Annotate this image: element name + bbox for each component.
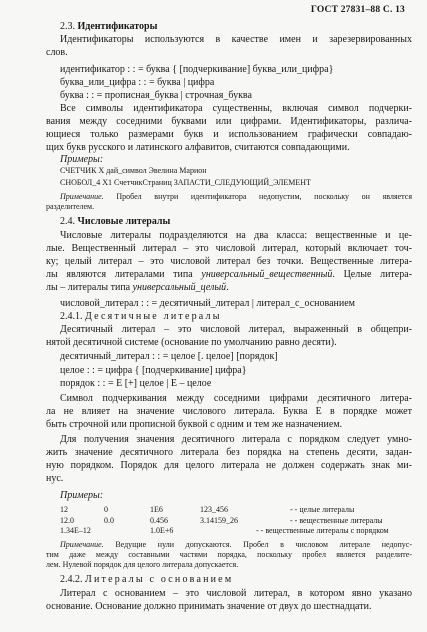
note-label: Примечание.	[60, 192, 104, 201]
paragraph-line: основание. Основание должно принимать значение от двух до шестнадцати.	[46, 601, 372, 612]
text-run: .	[226, 282, 229, 293]
paragraph-line: вания между соседними буквами или цифрами. Идентификаторы, различа-	[46, 116, 412, 127]
paragraph-line: Литерал с основанием – это числовой литерал, в котором явно указано	[60, 588, 412, 599]
section-heading	[60, 215, 170, 228]
paragraph-line: жить значение десятичного литерала без порядка на степень десяти, задан-	[46, 447, 412, 458]
example-line: СЧЕТЧИК Х дай_символ Эвелина Марион	[60, 166, 207, 175]
syntax-rule: идентификатор : : = буква { [подчеркивание] буква_или_цифра}	[60, 64, 334, 75]
table-cell: 123_456	[200, 505, 228, 514]
syntax-rule: порядок : : = Е [+] целое | Е – целое	[60, 378, 212, 389]
section-title: Идентификаторы	[77, 21, 158, 32]
note-label: Примечание.	[60, 540, 104, 549]
paragraph-line: быть строчной или прописной буквой с одним и тем же назначением.	[46, 419, 343, 430]
section-title: Числовые литералы	[77, 216, 171, 227]
note-text: Ведущие нули допускаются. Пробел в числовом литерале недопус-	[115, 540, 413, 549]
section-heading	[60, 310, 222, 323]
examples-label: Примеры:	[60, 154, 104, 165]
syntax-rule: буква_или_цифра : : = буква | цифра	[60, 77, 215, 88]
paragraph-line: Числовые литералы подразделяются на два класса: вещественные и це-	[60, 230, 412, 241]
paragraph-line: ку; целый литерал – это числовой литерал без точки. Вещественные литера-	[46, 256, 412, 267]
syntax-rule: целое : : = цифра { [подчеркивание] цифра}	[60, 365, 247, 376]
paragraph-line: нус.	[46, 473, 64, 484]
text-run: лы являются литералами типа	[46, 269, 202, 280]
paragraph-line: Идентификаторы используются в качестве имен и зарезервированных	[60, 34, 412, 45]
paragraph-line: Символ подчеркивания между соседними цифрами десятичного литера-	[60, 393, 412, 404]
paragraph-line: Десятичный литерал – это числовой литерал, выраженный в общепри-	[60, 324, 412, 335]
syntax-rule: числовой_литерал : : = десятичный_литерал | литерал_с_основанием	[60, 298, 355, 309]
paragraph-line: щих букв русского и латинского алфавитов, считаются совпадающими.	[46, 142, 350, 153]
paragraph-line: ющиеся только размерами букв и использованием графически совпадаю-	[46, 129, 412, 140]
table-comment: - - вещественные литералы с порядком	[256, 526, 389, 535]
note-line: тим даже между составными частями порядка, поскольку пробел является разделите-	[46, 550, 412, 559]
paragraph-line: Все символы идентификатора существенны, включая символ подчерки-	[60, 103, 412, 114]
syntax-rule: буква : : = прописная_буква | строчная_буква	[60, 90, 252, 101]
table-cell: 1Е6	[150, 505, 163, 514]
section-title: Десятичные литералы	[85, 311, 222, 322]
note-line	[60, 192, 412, 202]
paragraph-line	[46, 268, 412, 281]
example-line: СНОБОЛ_4 Х1 СчетчикСтраниц ЗАПАСТИ_СЛЕДУЮЩИЙ_ЭЛЕМЕНТ	[60, 178, 311, 187]
table-cell: 12	[60, 505, 68, 514]
note-text: Пробел внутри идентификатора недопустим, поскольку он является	[116, 192, 412, 201]
table-cell: 0.456	[150, 516, 168, 525]
paragraph-line: Для получения значения десятичного литерала с порядком следует умно-	[60, 434, 412, 445]
section-number: 2.4.1.	[60, 311, 83, 322]
table-cell: 12.0	[60, 516, 74, 525]
text-run: лы – литералы типа	[46, 282, 133, 293]
table-comment: - - вещественные литералы	[290, 516, 383, 525]
section-number: 2.4.2.	[60, 574, 83, 585]
note-line: лем. Нулевой порядок для целого литерала допускается.	[46, 560, 239, 569]
text-run: . Целые литера-	[332, 269, 412, 280]
type-name: универсальный_вещественный	[201, 269, 333, 280]
page-header: ГОСТ 27831–88 С. 13	[310, 5, 405, 15]
note-line	[60, 540, 412, 550]
paragraph-line	[46, 281, 229, 294]
syntax-rule: десятичный_литерал : : = целое [. целое] [порядок]	[60, 351, 278, 362]
section-number: 2.4.	[60, 216, 75, 227]
section-title: Литералы с основанием	[85, 574, 234, 585]
table-cell: 0	[104, 505, 108, 514]
note-line: разделителем.	[46, 202, 95, 211]
examples-label: Примеры:	[60, 490, 104, 501]
paragraph-line: ную порядком. Порядок для целого литерала не должен содержать знак ми-	[46, 460, 412, 471]
type-name: универсальный_целый	[132, 282, 227, 293]
table-cell: 1.0Е+6	[150, 526, 174, 535]
paragraph-line: слов.	[46, 47, 68, 58]
paragraph-line: лые. Вещественный литерал – это числовой литерал, который включает точ-	[46, 243, 412, 254]
section-heading	[60, 20, 157, 33]
section-heading	[60, 573, 233, 586]
section-number: 2.3.	[60, 21, 75, 32]
table-cell: 3.14159_26	[200, 516, 238, 525]
table-cell: 0.0	[104, 516, 114, 525]
paragraph-line: нятой десятичной системе (основание по умолчанию равно десяти).	[46, 337, 337, 348]
table-comment: - - целые литералы	[290, 505, 355, 514]
paragraph-line: ла не влияет на значение числового литерала. Буква Е в порядке может	[46, 406, 412, 417]
table-cell: 1.34Е–12	[60, 526, 91, 535]
